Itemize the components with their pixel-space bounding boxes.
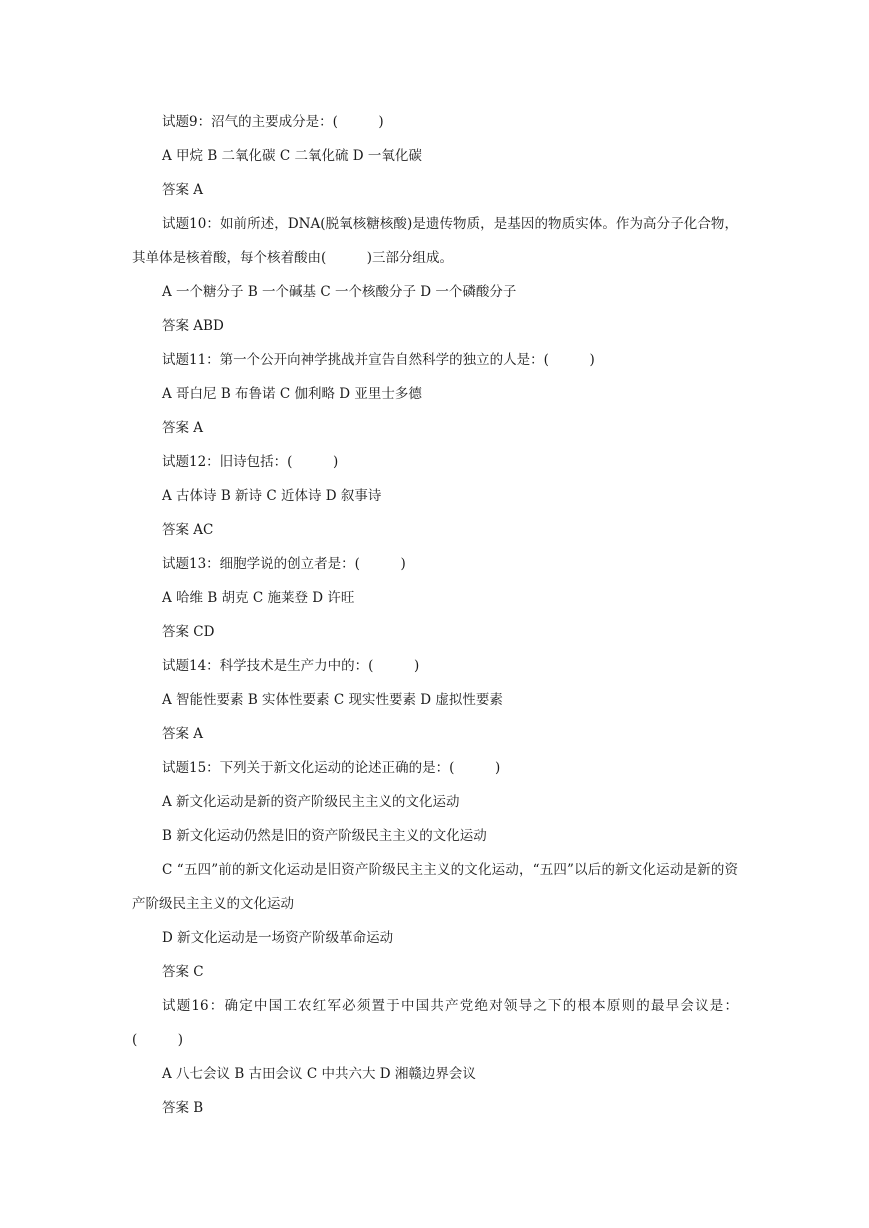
answer-12: 答案 AC (162, 522, 214, 538)
answer-9: 答案 A (162, 182, 204, 198)
answer-13: 答案 CD (162, 624, 215, 640)
options-12: A 古体诗 B 新诗 C 近体诗 D 叙事诗 (162, 488, 382, 504)
question-13: 试题13：细胞学说的创立者是：( ) (162, 556, 406, 572)
answer-16: 答案 B (162, 1100, 204, 1116)
question-12: 试题12：旧诗包括：( ) (162, 454, 339, 470)
answer-10: 答案 ABD (162, 318, 224, 334)
answer-14: 答案 A (162, 726, 204, 742)
answer-15: 答案 C (162, 964, 204, 980)
options-16: A 八七会议 B 古田会议 C 中共六大 D 湘赣边界会议 (162, 1066, 476, 1082)
question-15: 试题15：下列关于新文化运动的论述正确的是：( ) (162, 760, 501, 776)
option-15-a: A 新文化运动是新的资产阶级民主主义的文化运动 (162, 794, 460, 810)
document-body (132, 110, 738, 1130)
options-10: A 一个糖分子 B 一个碱基 C 一个核酸分子 D 一个磷酸分子 (162, 284, 517, 300)
options-14: A 智能性要素 B 实体性要素 C 现实性要素 D 虚拟性要素 (162, 692, 503, 708)
question-11: 试题11：第一个公开向神学挑战并宣告自然科学的独立的人是：( ) (162, 352, 595, 368)
options-13: A 哈维 B 胡克 C 施莱登 D 许旺 (162, 590, 355, 606)
answer-11: 答案 A (162, 420, 204, 436)
question-14: 试题14：科学技术是生产力中的：( ) (162, 658, 420, 674)
question-10: 试题10：如前所述，DNA(脱氧核糖核酸)是遗传物质，是基因的物质实体。作为高分子化合物，其单体是核着酸，每个核着酸由( )三部分组成。 (132, 216, 738, 266)
option-15-b: B 新文化运动仍然是旧的资产阶级民主主义的文化运动 (162, 828, 487, 844)
option-15-d: D 新文化运动是一场资产阶级革命运动 (162, 930, 394, 946)
options-9: A 甲烷 B 二氧化碳 C 二氧化硫 D 一氧化碳 (162, 148, 422, 164)
question-9: 试题9：沼气的主要成分是：( ) (162, 114, 384, 130)
option-15-c: C “五四”前的新文化运动是旧资产阶级民主主义的文化运动，“五四”以后的新文化运动是新的资产阶级民主主义的文化运动 (132, 862, 738, 912)
question-16: 试题16：确定中国工农红军必须置于中国共产党绝对领导之下的根本原则的最早会议是：( ) (132, 998, 738, 1048)
options-11: A 哥白尼 B 布鲁诺 C 伽利略 D 亚里士多德 (162, 386, 422, 402)
